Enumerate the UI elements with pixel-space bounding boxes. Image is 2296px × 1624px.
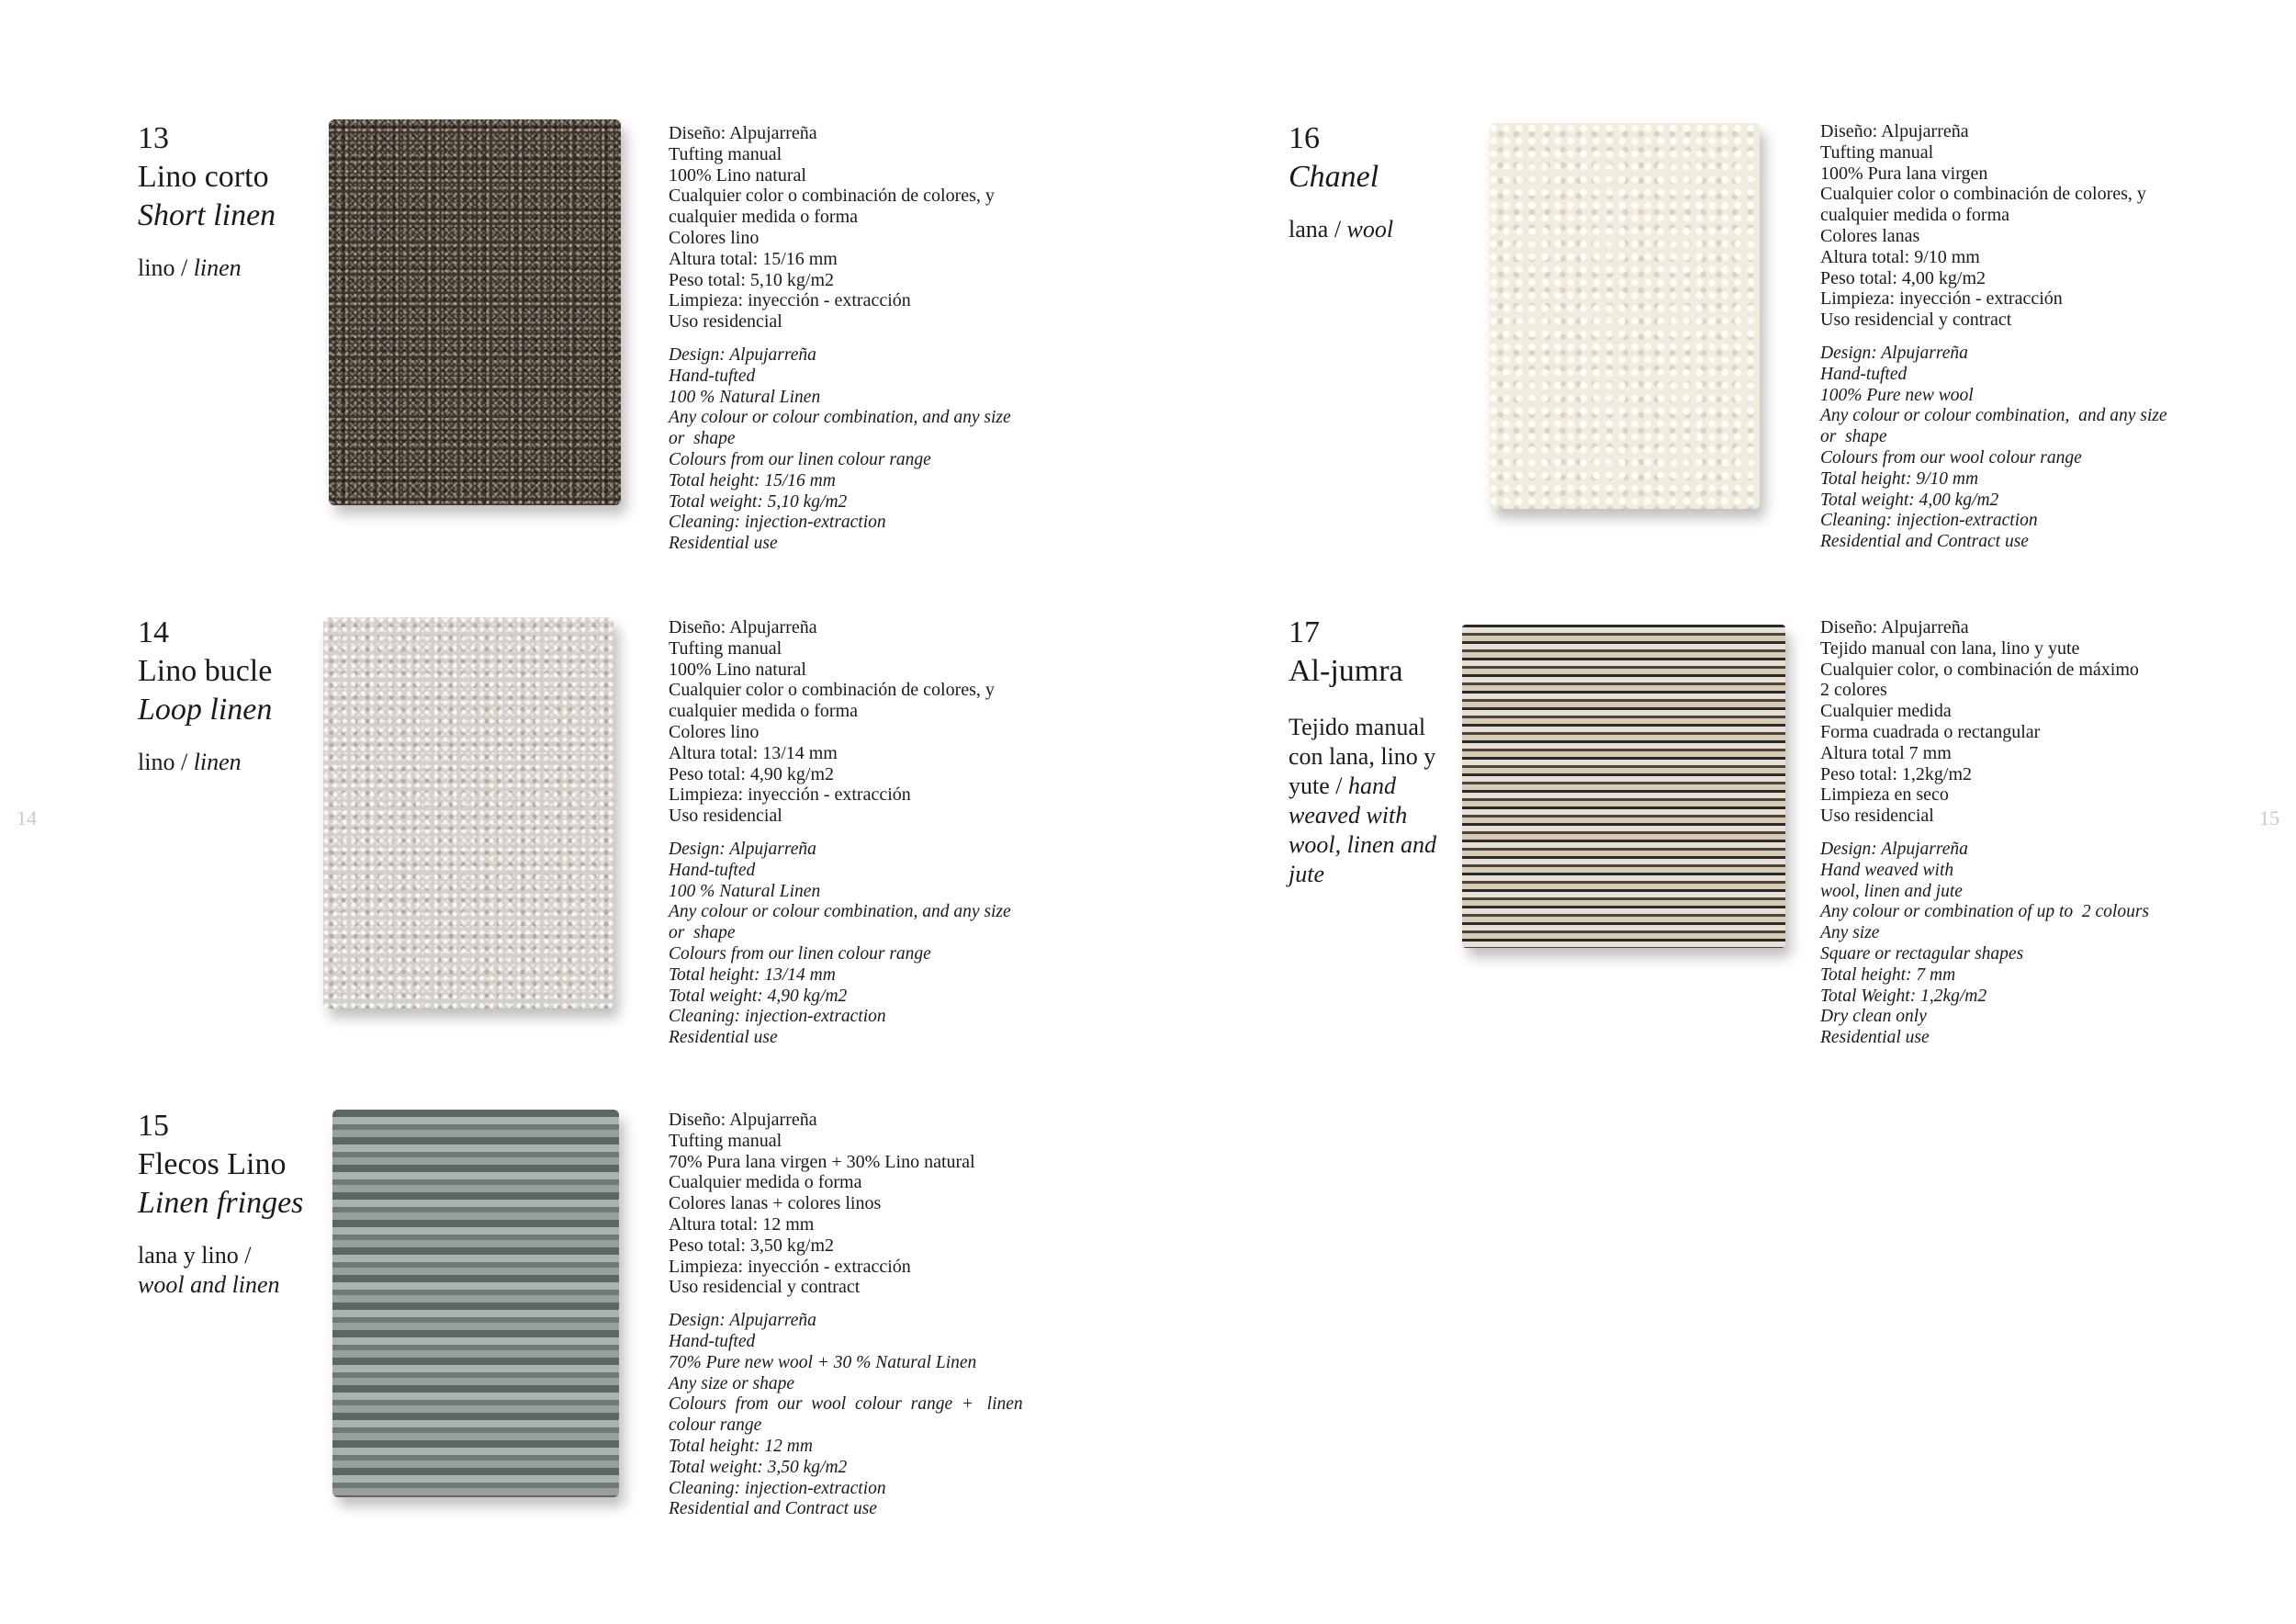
linen-fringes-swatch	[332, 1110, 619, 1497]
product-material: lana / wool	[1289, 216, 1394, 242]
product-16-specs	[1820, 121, 2206, 553]
product-number: 13	[138, 121, 169, 155]
specs-es	[1820, 121, 2206, 331]
page-number-right: 15	[2259, 806, 2279, 829]
spec-line: Design: Alpujarreña	[669, 344, 816, 365]
product-14-heading	[138, 614, 272, 777]
spec-line: Tufting manual	[669, 1130, 782, 1151]
spec-line: Diseño: Alpujarreña	[1820, 617, 1969, 637]
spec-line: or shape	[669, 923, 736, 943]
spec-line: Limpieza: inyección - extracción	[669, 1256, 911, 1277]
spec-line: Total height: 7 mm	[1820, 964, 1956, 985]
spec-line: 100% Pura lana virgen	[1820, 163, 1988, 184]
specs-en	[669, 840, 1036, 1049]
product-name-en: Short linen	[138, 198, 276, 232]
spec-line: Cleaning: injection-extraction	[669, 513, 886, 533]
spec-line: Diseño: Alpujarreña	[669, 1110, 817, 1130]
spec-line: Colores lino	[669, 227, 760, 248]
specs-en	[669, 1311, 1036, 1520]
spec-line: Uso residencial y contract	[1820, 310, 2012, 331]
spec-line: Limpieza: inyección - extracción	[1820, 288, 2063, 310]
product-name-es: Lino bucle	[138, 654, 273, 688]
spec-line: 100 % Natural Linen	[669, 387, 821, 407]
spec-line: Peso total: 3,50 kg/m2	[669, 1235, 834, 1256]
spec-line: Residential and Contract use	[669, 1499, 877, 1519]
spec-line: or shape	[669, 429, 736, 449]
spec-line: Cualquier color o combinación de colores, y	[1820, 184, 2146, 205]
spec-line: Dry clean only	[1820, 1007, 1927, 1027]
material-es: lino	[138, 749, 175, 775]
spec-line: Altura total: 12 mm	[669, 1213, 815, 1235]
spec-line: Cualquier medida	[1820, 701, 1952, 722]
spec-line: Altura total: 15/16 mm	[669, 248, 838, 269]
spec-line: Cualquier medida o forma	[669, 1172, 862, 1193]
spec-line: Limpieza en seco	[1820, 784, 1949, 806]
material-en: linen	[193, 254, 242, 281]
spec-line: Total weight: 3,50 kg/m2	[669, 1457, 848, 1477]
spec-line: Total weight: 5,10 kg/m2	[669, 491, 848, 512]
product-17-heading	[1289, 614, 1454, 889]
spec-line: Any colour or combination of up to 2 colours	[1820, 902, 2150, 922]
spec-line: Design: Alpujarreña	[669, 839, 816, 859]
spec-line: Design: Alpujarreña	[1820, 343, 1968, 363]
spec-line: Uso residencial	[669, 806, 782, 827]
spec-line: Tufting manual	[669, 637, 782, 659]
spec-line: Residential and Contract use	[1820, 532, 2029, 552]
product-name-es: Lino corto	[138, 160, 269, 194]
spec-line: 100% Pure new wool	[1820, 385, 1974, 405]
product-material: lino / linen	[138, 749, 242, 775]
spec-line: Total height: 9/10 mm	[1820, 468, 1979, 489]
spec-line: Hand weaved with	[1820, 860, 1954, 880]
spec-line: Uso residencial	[1820, 806, 1934, 827]
product-number: 14	[138, 615, 169, 649]
spec-line: Hand-tufted	[1820, 364, 1908, 384]
product-material: lino / linen	[138, 254, 242, 281]
spec-line: Cualquier color o combinación de colores, y	[669, 186, 995, 207]
spec-line: or shape	[1820, 427, 1887, 447]
spec-line: 70% Pure new wool + 30 % Natural Linen	[669, 1352, 977, 1372]
specs-en	[1820, 840, 2206, 1049]
spec-line: Total height: 13/14 mm	[669, 964, 836, 985]
product-13-specs	[669, 123, 1036, 555]
spec-line: Cleaning: injection-extraction	[669, 1478, 886, 1498]
material-es: Tejido manual con lana, lino y yute /	[1289, 714, 1436, 799]
spec-line: 100 % Natural Linen	[669, 881, 821, 901]
spec-line: Hand-tufted	[669, 366, 756, 386]
spec-line: Residential use	[669, 1028, 778, 1048]
material-es: lino	[138, 254, 175, 281]
specs-es	[669, 1110, 1036, 1298]
spec-line: Cleaning: injection-extraction	[669, 1007, 886, 1027]
product-16-heading	[1289, 119, 1393, 244]
product-name-es: Flecos Lino	[138, 1147, 287, 1181]
product-name-en: Chanel	[1289, 160, 1379, 194]
spec-line: Forma cuadrada o rectangular	[1820, 721, 2041, 742]
spec-line: cualquier medida o forma	[1820, 205, 2010, 226]
product-17-specs	[1820, 617, 2206, 1049]
specs-es	[1820, 617, 2206, 827]
spec-line: Design: Alpujarreña	[1820, 839, 1968, 859]
spec-line: Design: Alpujarreña	[669, 1311, 816, 1331]
spec-line: Total weight: 4,90 kg/m2	[669, 986, 848, 1006]
spec-line: 70% Pura lana virgen + 30% Lino natural	[669, 1151, 975, 1172]
product-number: 15	[138, 1109, 169, 1143]
material-es: lana	[1289, 216, 1329, 242]
spec-line: Peso total: 5,10 kg/m2	[669, 269, 834, 290]
product-material	[138, 1241, 303, 1300]
material-en: linen	[193, 749, 242, 775]
spec-line: Colores lanas + colores linos	[669, 1193, 882, 1214]
spec-line: Any size	[1820, 923, 1880, 943]
spec-line: Altura total: 13/14 mm	[669, 742, 838, 763]
spec-line: Total weight: 4,00 kg/m2	[1820, 490, 1999, 510]
spec-line: Peso total: 4,90 kg/m2	[669, 763, 834, 784]
spec-line: cualquier medida o forma	[669, 701, 859, 722]
spec-line: Cualquier color, o combinación de máximo	[1820, 659, 2139, 680]
spec-line: Total height: 12 mm	[669, 1436, 813, 1456]
spec-line: Uso residencial y contract	[669, 1277, 861, 1298]
spec-line: Limpieza: inyección - extracción	[669, 784, 911, 806]
spec-line: Diseño: Alpujarreña	[669, 123, 817, 143]
spec-line: Colours from our linen colour range	[669, 943, 931, 964]
spec-line: Colours from our wool colour range	[1820, 447, 2082, 468]
spec-line: cualquier medida o forma	[669, 207, 859, 228]
spec-line: Tejido manual con lana, lino y yute	[1820, 637, 2080, 659]
spec-line: 2 colores	[1820, 680, 1887, 701]
product-name-en: Loop linen	[138, 693, 273, 727]
loop-linen-swatch	[323, 617, 613, 1009]
spec-line: Limpieza: inyección - extracción	[669, 290, 911, 311]
spec-line: Cleaning: injection-extraction	[1820, 511, 2038, 531]
spec-line: Colours from our linen colour range	[669, 449, 931, 469]
spec-line: Total height: 15/16 mm	[669, 470, 836, 491]
spec-line: 100% Lino natural	[669, 659, 806, 680]
specs-en	[669, 345, 1036, 555]
spec-line: Any size or shape	[669, 1373, 795, 1393]
spec-line: Hand-tufted	[669, 860, 756, 880]
chanel-swatch	[1490, 123, 1760, 509]
spec-line: Peso total: 4,00 kg/m2	[1820, 267, 1986, 288]
spec-line: Diseño: Alpujarreña	[1820, 121, 1969, 141]
spec-line: Uso residencial	[669, 311, 782, 333]
spec-line: Altura total 7 mm	[1820, 742, 1952, 763]
spec-line: Cualquier color o combinación de colores, y	[669, 680, 995, 701]
spec-line: Total Weight: 1,2kg/m2	[1820, 986, 1987, 1006]
material-en: wool	[1346, 216, 1394, 242]
product-15-heading	[138, 1107, 303, 1300]
spec-line: colour range	[669, 1415, 762, 1436]
spec-line: Tufting manual	[669, 143, 782, 164]
product-15-specs	[669, 1110, 1036, 1520]
spec-line: Residential use	[669, 534, 778, 554]
specs-es	[669, 123, 1036, 333]
spec-line: Colores lino	[669, 721, 760, 742]
spec-line: Any colour or colour combination, and any size	[1820, 406, 2167, 426]
product-number: 16	[1289, 121, 1320, 155]
product-material	[1289, 713, 1454, 889]
spec-line: Diseño: Alpujarreña	[669, 617, 817, 637]
short-linen-swatch	[329, 119, 621, 505]
spec-line: Hand-tufted	[669, 1331, 756, 1351]
spec-line: Tufting manual	[1820, 141, 1934, 163]
spec-line: wool, linen and jute	[1820, 881, 1963, 901]
spec-line: Square or rectagular shapes	[1820, 943, 2024, 964]
al-jumra-swatch	[1462, 625, 1785, 948]
spec-line: 100% Lino natural	[669, 164, 806, 186]
product-name-es: Al-jumra	[1289, 654, 1403, 688]
specs-en	[1820, 344, 2206, 553]
page-number-left: 14	[17, 806, 37, 829]
product-number: 17	[1289, 615, 1320, 649]
material-en: hand weaved with wool, linen and jute	[1289, 773, 1437, 887]
material-es: lana y lino /	[138, 1242, 252, 1269]
product-name-en: Linen fringes	[138, 1186, 304, 1220]
spec-line: Any colour or colour combination, and any size	[669, 408, 1011, 428]
spec-line: Residential use	[1820, 1028, 1930, 1048]
product-14-specs	[669, 617, 1036, 1049]
spec-line: Peso total: 1,2kg/m2	[1820, 763, 1972, 784]
material-en: wool and linen	[138, 1271, 280, 1298]
product-13-heading	[138, 119, 276, 283]
spec-line: Any colour or colour combination, and any size	[669, 902, 1011, 922]
spec-line: Altura total: 9/10 mm	[1820, 246, 1980, 267]
specs-es	[669, 617, 1036, 827]
spec-line: Colours from our wool colour range + linen	[669, 1394, 1023, 1415]
spec-line: Colores lanas	[1820, 225, 1920, 246]
